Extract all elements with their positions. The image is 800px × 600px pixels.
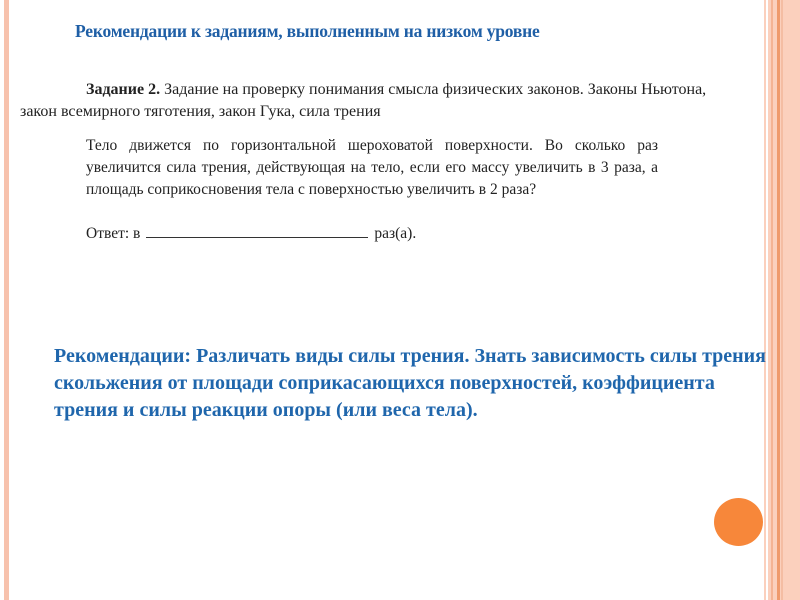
task-label: Задание 2.: [86, 81, 161, 98]
task-heading: [20, 79, 740, 123]
answer-suffix: раз(а).: [374, 225, 417, 242]
answer-prefix: Ответ: в: [86, 225, 141, 242]
task-question: Тело движется по горизонтальной шероховатой поверхности. Во сколько раз увеличится сила трения, действующая на тело, если его массу увеличить в 3 раза, а площадь соприкосновения тела с поверхностью увеличить в 2 раза?: [86, 137, 658, 198]
task-heading-text: Задание на проверку понимания смысла физических законов. Законы Ньютона, закон всемирного тяготения, закон Гука, сила трения: [20, 81, 707, 120]
border-line: [766, 0, 768, 600]
orange-circle-decoration: [714, 498, 763, 546]
border-line: [781, 0, 783, 600]
left-border-decoration: [4, 0, 9, 600]
slide-title: Рекомендации к заданиям, выполненным на низком уровне: [75, 21, 540, 41]
answer-blank: [146, 237, 368, 238]
border-line: [777, 0, 780, 600]
border-line: [771, 0, 773, 600]
recommendation-text: Рекомендации: Различать виды силы трения. Знать зависимость силы трения скольжения от площади соприкасающихся поверхностей, коэффициента трения и силы реакции опоры (или веса тела).: [54, 345, 767, 421]
task-excerpt: [20, 79, 740, 245]
task-answer-line: [86, 223, 740, 245]
